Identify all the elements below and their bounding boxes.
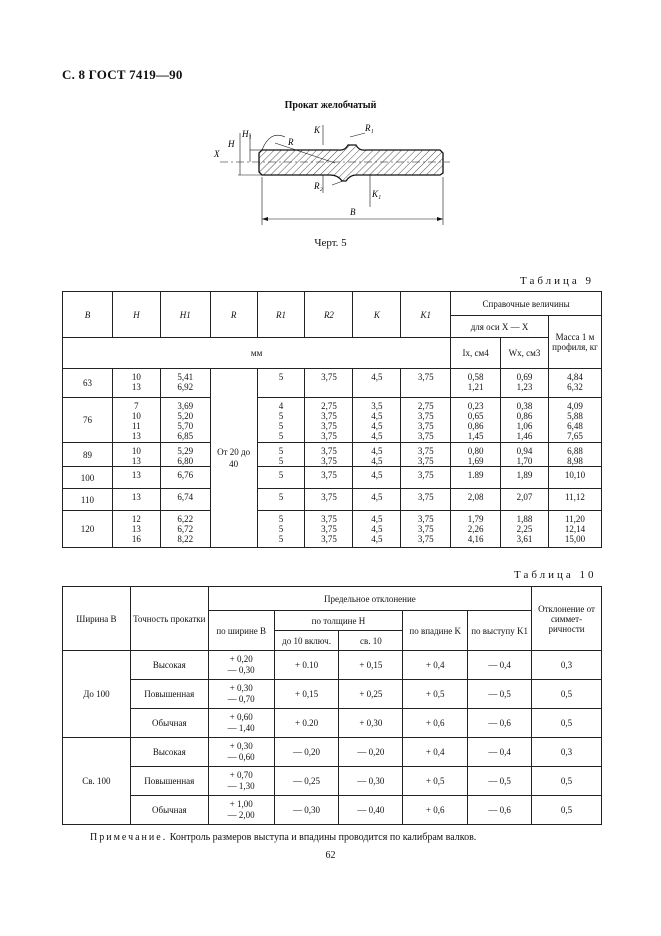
cell-value: 4,5 [371,421,383,431]
cell-mass [548,369,601,398]
cell-value: 12,14 [564,524,586,534]
col-R2: R2 [305,292,353,338]
cell-R2 [305,398,353,443]
cell-accuracy: Высокая [130,738,208,767]
cell-k: + 0,4 [403,738,468,767]
cell-t2: + 0,30 [339,709,403,738]
cell-value: 10 [131,372,141,382]
cell-value: 2,75 [321,401,337,411]
cell-k1: — 0,6 [468,709,532,738]
cell-value: 4,84 [567,372,583,382]
cell-value: 3,75 [321,411,337,421]
note-text: Контроль размеров выступа и впадины проводится по калибрам валков. [167,832,477,843]
cell-value: 4,5 [371,456,383,466]
cell-value: 6,88 [567,446,583,456]
cell-value: 3,75 [321,431,337,441]
cell-width: До 100 [63,651,131,738]
cell-value: 13 [131,431,141,441]
cell-value: 1,46 [516,431,533,441]
note-label: Примечание. [90,832,168,843]
cell-k1: — 0,4 [468,738,532,767]
cell-value: + 0,60 [229,712,253,722]
cell-value: 6,80 [177,456,194,466]
note [90,832,476,843]
svg-text:X: X [214,149,220,159]
cell-value: 3,75 [321,524,337,534]
col-ref: Справочные величины [451,292,602,316]
cell-value: 1,69 [467,456,484,466]
cell-B: 110 [63,489,113,511]
cell-accuracy: Высокая [130,651,208,680]
cell-value: 5,41 [177,372,194,382]
svg-text:R₁: R₁ [365,123,374,133]
cell-value: 1,21 [467,382,484,392]
cell-value: 3,5 [371,401,383,411]
cell-R2 [305,489,353,511]
col-mass: Масса 1 м профиля, кг [548,316,601,369]
cell-k: + 0,5 [403,680,468,709]
table-row [63,651,602,680]
cell-by-width [208,651,274,680]
cell-t2: + 0,25 [339,680,403,709]
cell-B: 89 [63,443,113,467]
col-by-groove: по впадине K [403,611,468,651]
cell-value: 6,92 [177,382,194,392]
cell-value: 2,08 [467,492,484,502]
col-limit: Предельное отклонение [208,587,531,611]
cell-H [112,489,160,511]
cell-H1 [160,398,210,443]
cell-value: 10 [131,446,141,456]
cell-value: 3,61 [516,534,533,544]
cell-value: 13 [131,524,141,534]
cell-value: — 0,60 [227,752,255,762]
cell-value: 3,75 [321,514,337,524]
cell-R1 [257,369,305,398]
cell-t2: + 0,15 [339,651,403,680]
cell-value: + 0,20 [229,654,253,664]
cell-value: 1,23 [516,382,533,392]
cell-Wx [501,489,549,511]
cell-value: 6,74 [177,492,194,502]
cell-value: 3,75 [321,446,337,456]
cell-K1 [401,467,451,489]
cell-value: 3,75 [321,534,337,544]
cell-value: 10 [131,411,141,421]
cell-mass [548,467,601,489]
cell-value: — 2,00 [227,810,255,820]
cell-width: Св. 100 [63,738,131,825]
cell-accuracy: Повышенная [130,680,208,709]
cell-sym: 0,5 [532,709,602,738]
cell-value: 6,48 [567,421,583,431]
cell-value: 4 [278,401,284,411]
cell-value: 0,80 [467,446,484,456]
cell-value: 5 [278,514,284,524]
cell-value: 6,32 [567,382,583,392]
cell-by-width [208,796,274,825]
cell-value: 5,20 [177,411,194,421]
cell-value: 13 [131,492,141,502]
page-number: 62 [325,850,336,861]
cell-value: 5 [278,421,284,431]
cell-value: 3,75 [417,514,434,524]
col-K1: K1 [401,292,451,338]
cell-value: 1,88 [516,514,533,524]
cell-value: 8,98 [567,456,583,466]
cell-value: 0,58 [467,372,484,382]
cell-t2: — 0,40 [339,796,403,825]
cell-t1: + 0,15 [274,680,339,709]
cell-value: 1,06 [516,421,533,431]
svg-text:H: H [228,139,235,149]
cell-H [112,467,160,489]
col-accuracy: Точность прокатки [130,587,208,651]
cell-value: 2,75 [417,401,434,411]
cell-sym: 0,5 [532,680,602,709]
cell-value: 7,65 [567,431,583,441]
col-axis: для оси X — X [451,316,549,338]
table-9 [62,291,602,548]
cell-k1: — 0,6 [468,796,532,825]
cell-value: 10,10 [564,470,586,480]
cell-value: — 0,70 [227,694,255,704]
cell-R1 [257,511,305,548]
cell-value: 7 [134,401,139,411]
cell-mass [548,511,601,548]
cell-value: 3,75 [417,470,434,480]
cell-value: 4,5 [371,372,383,382]
cell-R2 [305,369,353,398]
cell-B: 76 [63,398,113,443]
cell-value: 3,75 [417,524,434,534]
cell-R1 [257,443,305,467]
table-row [63,738,602,767]
cell-Ix [451,467,501,489]
cell-K [353,467,401,489]
cell-value: 0,94 [516,446,533,456]
cell-Ix [451,369,501,398]
cell-value: + 1,00 [229,799,253,809]
cell-value: 3,75 [321,492,337,502]
cell-value: 11,12 [565,492,585,502]
cell-value: 0,86 [516,411,533,421]
cell-value: 6,22 [177,514,194,524]
cell-value: 3,75 [321,470,337,480]
svg-text:R: R [288,137,294,147]
cell-Wx [501,398,549,443]
cell-value: 5 [278,372,284,382]
profile-section [259,145,443,181]
cell-value: + 0,30 [229,683,253,693]
cell-t2: — 0,30 [339,767,403,796]
cell-Wx [501,511,549,548]
cell-value: 5,70 [177,421,194,431]
profile-drawing [210,115,455,230]
cell-accuracy: Обычная [130,709,208,738]
table10-caption: Таблица 10 [514,569,597,581]
cell-R2 [305,467,353,489]
cell-Ix [451,489,501,511]
unit-mm: мм [63,338,451,369]
table-row [63,369,602,398]
cell-value: 0,69 [516,372,533,382]
cell-mass [548,489,601,511]
cell-B: 63 [63,369,113,398]
cell-value: 4,5 [371,411,383,421]
cell-value: 3,75 [321,421,337,431]
cell-value: 0,86 [467,421,484,431]
col-R1: R1 [257,292,305,338]
cell-value: 3,75 [417,411,434,421]
cell-value: 6,72 [177,524,194,534]
cell-Wx [501,467,549,489]
cell-value: 1,45 [467,431,484,441]
cell-value: 3,75 [417,446,434,456]
col-R: R [210,292,257,338]
cell-H1 [160,467,210,489]
col-by-ridge: по выступу K1 [468,611,532,651]
cell-value: 13 [131,382,141,392]
cell-value: 2,07 [516,492,533,502]
cell-H [112,398,160,443]
cell-value: 3,75 [321,456,337,466]
col-Ix: Ix, см4 [451,338,501,369]
cell-value: 4,09 [567,401,583,411]
cell-value: 5 [278,446,284,456]
cell-accuracy: Повышенная [130,767,208,796]
cell-value: 0,65 [467,411,484,421]
cell-value: 5 [278,431,284,441]
cell-Wx [501,443,549,467]
cell-value: 5 [278,470,284,480]
table9-caption: Таблица 9 [520,275,595,287]
cell-t1: — 0,25 [274,767,339,796]
cell-R1 [257,467,305,489]
cell-value: 3,75 [417,431,434,441]
table-row [63,398,602,443]
cell-K [353,369,401,398]
cell-K1 [401,511,451,548]
cell-value: 16 [131,534,141,544]
table-row [63,443,602,467]
cell-value: 4,5 [371,446,383,456]
cell-value: 3,75 [321,372,337,382]
cell-mass [548,443,601,467]
cell-value: 3,75 [417,534,434,544]
cell-sym: 0,5 [532,767,602,796]
cell-k: + 0,6 [403,796,468,825]
cell-value: 1,70 [516,456,533,466]
table-row [63,489,602,511]
cell-value: — 1,30 [227,781,255,791]
cell-value: 5 [278,534,284,544]
cell-sym: 0,3 [532,738,602,767]
cell-H [112,443,160,467]
cell-value: 4,5 [371,492,383,502]
col-H1: H1 [160,292,210,338]
table-row [63,767,602,796]
cell-K [353,398,401,443]
cell-by-width [208,767,274,796]
cell-value: 6,76 [177,470,194,480]
cell-value: 3,75 [417,456,434,466]
table-row [63,511,602,548]
cell-value: 4,5 [371,524,383,534]
cell-K1 [401,443,451,467]
cell-sym: 0,5 [532,796,602,825]
cell-R2 [305,443,353,467]
cell-value: 5 [278,524,284,534]
cell-value: 12 [131,514,141,524]
page-header: С. 8 ГОСТ 7419—90 [62,67,183,82]
cell-value: 3,75 [417,372,434,382]
cell-value: 2,26 [467,524,484,534]
cell-value: 4,16 [467,534,484,544]
cell-Wx [501,369,549,398]
cell-K [353,489,401,511]
cell-k1: — 0,4 [468,651,532,680]
cell-Ix [451,398,501,443]
col-over10: св. 10 [339,631,403,651]
cell-value: 3,69 [177,401,194,411]
cell-B: 100 [63,467,113,489]
cell-by-width [208,709,274,738]
col-width: Ширина B [63,587,131,651]
cell-value: 5,88 [567,411,583,421]
cell-Ix [451,443,501,467]
cell-H1 [160,443,210,467]
cell-R1 [257,398,305,443]
cell-by-width [208,738,274,767]
cell-k1: — 0,5 [468,680,532,709]
col-K: K [353,292,401,338]
cell-K1 [401,398,451,443]
cell-value: + 0,30 [229,741,253,751]
cell-value: 4,5 [371,534,383,544]
cell-t2: — 0,20 [339,738,403,767]
table-row [63,680,602,709]
cell-value: 11,20 [565,514,585,524]
cell-H [112,369,160,398]
cell-accuracy: Обычная [130,796,208,825]
cell-K [353,511,401,548]
svg-text:K₁: K₁ [372,189,382,199]
cell-K1 [401,369,451,398]
cell-t1: + 0.20 [274,709,339,738]
col-H: H [112,292,160,338]
cell-K1 [401,489,451,511]
cell-value: 1.89 [467,470,484,480]
col-B: B [63,292,113,338]
cell-value: 1,79 [467,514,484,524]
cell-mass [548,398,601,443]
cell-K [353,443,401,467]
cell-value: 0,38 [516,401,533,411]
cell-R2 [305,511,353,548]
table-row [63,467,602,489]
svg-text:R₂: R₂ [314,181,323,191]
col-by-width: по ширине B [208,611,274,651]
cell-sym: 0,3 [532,651,602,680]
cell-R [210,369,257,548]
col-symmetry: Отклонение от симмет- ричности [532,587,602,651]
table-10 [62,586,602,825]
col-by-thickness: по толщине H [274,611,403,631]
cell-value: 3,75 [417,421,434,431]
cell-Ix [451,511,501,548]
cell-value: 5 [278,411,284,421]
cell-H1 [160,489,210,511]
cell-H [112,511,160,548]
cell-k1: — 0,5 [468,767,532,796]
cell-value: 4,5 [371,431,383,441]
cell-value: 11 [131,421,141,431]
cell-value: 4,5 [371,514,383,524]
svg-text:B: B [350,207,356,217]
svg-text:H₁: H₁ [242,129,252,139]
cell-k: + 0,4 [403,651,468,680]
cell-value: 13 [131,456,141,466]
cell-value: 2,25 [516,524,533,534]
cell-value: 5 [278,456,284,466]
cell-H1 [160,369,210,398]
cell-t1: + 0.10 [274,651,339,680]
col-Wx: Wx, см3 [501,338,549,369]
cell-k: + 0,5 [403,767,468,796]
cell-value: 0,23 [467,401,484,411]
figure-title: Прокат желобчатый [284,100,377,111]
table-row [63,796,602,825]
cell-value: 1,89 [516,470,533,480]
cell-value: 8,22 [177,534,194,544]
cell-value: 5 [278,492,284,502]
cell-value: 15,00 [564,534,586,544]
cell-B: 120 [63,511,113,548]
cell-by-width [208,680,274,709]
cell-R1 [257,489,305,511]
r-value: От 20 до 40 [217,447,251,469]
cell-value: — 0,30 [227,665,255,675]
cell-value: + 0,70 [229,770,253,780]
table-row [63,709,602,738]
cell-value: 4,5 [371,470,383,480]
cell-value: 3,75 [417,492,434,502]
cell-value: 5,29 [177,446,194,456]
cell-value: 13 [131,470,141,480]
figure-caption: Черт. 5 [314,237,347,249]
cell-t1: — 0,20 [274,738,339,767]
cell-value: — 1,40 [227,723,255,733]
cell-t1: — 0,30 [274,796,339,825]
svg-text:K: K [314,125,321,135]
cell-value: 6,85 [177,431,194,441]
cell-k: + 0,6 [403,709,468,738]
col-upto10: до 10 включ. [274,631,339,651]
cell-H1 [160,511,210,548]
